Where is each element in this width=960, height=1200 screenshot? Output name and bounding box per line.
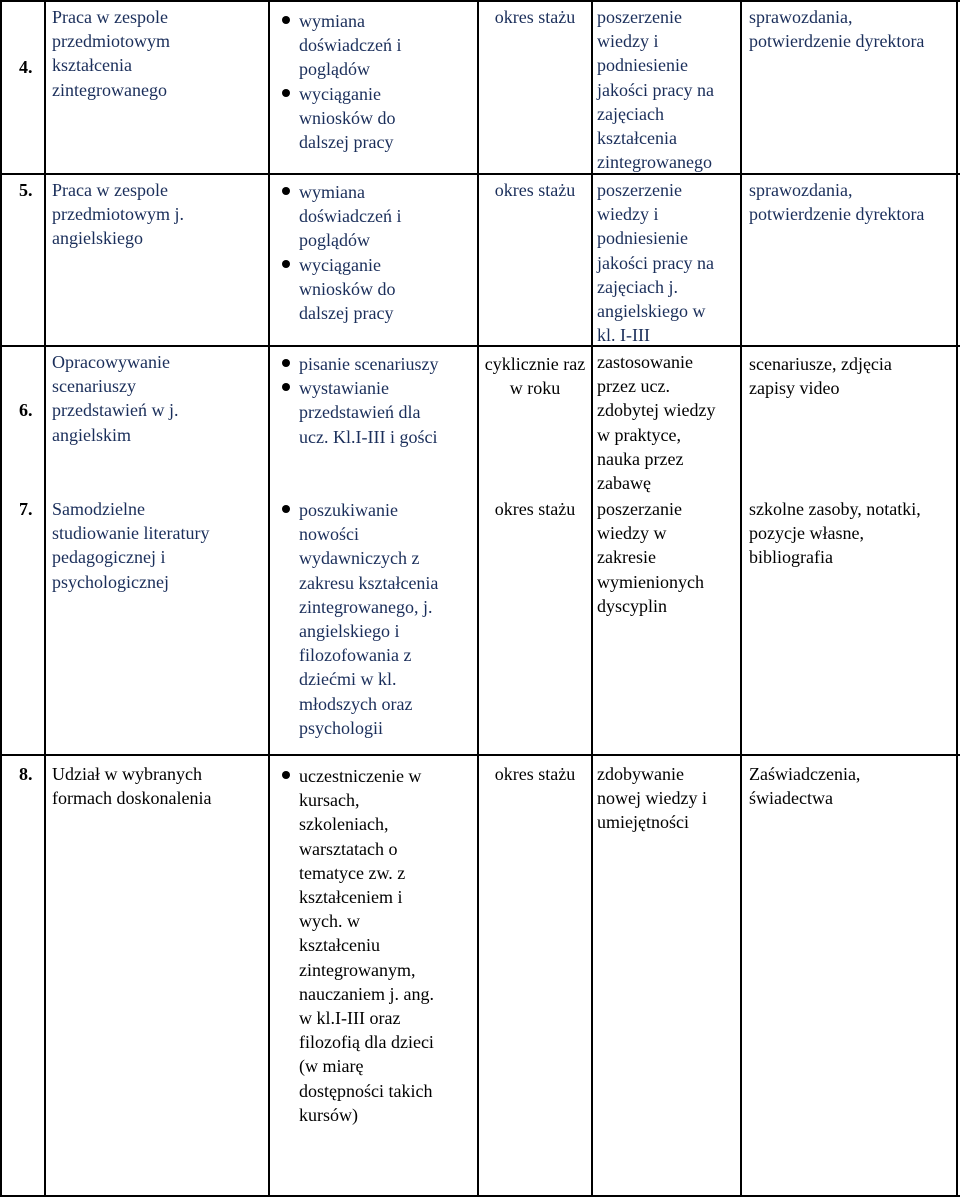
text-line: w praktyce,	[597, 424, 681, 445]
expected-effect	[597, 350, 715, 495]
text-line: doświadczeń i	[299, 206, 402, 227]
text-line: przedstawień dla	[299, 402, 421, 423]
text-line: kursów)	[299, 1104, 358, 1125]
text-line: zapisy video	[749, 378, 840, 399]
time-period	[479, 762, 591, 786]
text-line: kl. I-III	[597, 325, 650, 346]
row-number: 4.	[19, 57, 33, 77]
text-line: zintegrowanego	[52, 79, 167, 100]
text-line: nauczaniem j. ang.	[299, 983, 434, 1004]
forms-list	[279, 9, 401, 154]
text-line: kształceniem i	[299, 887, 403, 908]
text-line: zakresie	[597, 547, 656, 568]
text-line: filozofowania z	[299, 645, 412, 666]
text-line: wydawniczych z	[299, 548, 420, 569]
text-line: nowości	[299, 524, 359, 545]
task-description	[52, 5, 170, 102]
text-line: warsztatach o	[299, 838, 398, 859]
text-line: dziećmi w kl.	[299, 669, 397, 690]
text-line: formach doskonalenia	[52, 788, 212, 809]
text-line: Samodzielne	[52, 499, 145, 519]
bullet-item	[279, 9, 401, 82]
bullet-item	[279, 498, 438, 740]
text-line: angielskim	[52, 424, 131, 445]
text-line: Zaświadczenia,	[749, 764, 861, 784]
text-line: filozofią dla dzieci	[299, 1032, 434, 1053]
expected-effect	[597, 497, 704, 618]
text-line: Udział w wybranych	[52, 764, 202, 784]
text-line: uczestniczenie w	[299, 766, 422, 786]
text-line: zajęciach j.	[597, 276, 678, 297]
row-divider	[0, 754, 960, 756]
expected-effect	[597, 178, 714, 347]
text-line: w roku	[509, 378, 561, 399]
text-line: okres stażu	[494, 764, 576, 784]
text-line: dalszej pracy	[299, 303, 394, 324]
text-line: zabawę	[597, 473, 651, 494]
evidence	[749, 352, 892, 400]
text-line: scenariuszy	[52, 376, 136, 397]
text-line: sprawozdania,	[749, 180, 853, 200]
text-line: w kl.I-III oraz	[299, 1008, 401, 1029]
evidence	[749, 762, 860, 810]
bullet-item	[279, 180, 401, 253]
column-divider	[740, 0, 742, 1197]
text-line: psychologii	[299, 717, 383, 738]
text-line: okres stażu	[494, 7, 576, 27]
time-period	[479, 352, 591, 400]
bullet-item	[279, 764, 434, 1127]
row-number: 5.	[19, 180, 33, 200]
text-line: angielskiego i	[299, 621, 400, 642]
evidence	[749, 497, 921, 570]
time-period	[479, 178, 591, 202]
text-line: wymiana	[299, 182, 365, 202]
text-line: Praca w zespole	[52, 7, 168, 27]
text-line: wych. w	[299, 911, 360, 932]
expected-effect	[597, 762, 707, 835]
text-line: kształceniu	[299, 935, 380, 956]
text-line: kursach,	[299, 790, 360, 811]
expected-effect	[597, 5, 714, 174]
text-line: zdobywanie	[597, 764, 684, 784]
text-line: wystawianie	[299, 378, 389, 399]
column-divider	[956, 0, 958, 1197]
text-line: podniesienie	[597, 55, 688, 76]
text-line: przedmiotowym	[52, 31, 170, 52]
text-line: dyscyplin	[597, 595, 667, 616]
text-line: szkolne zasoby, notatki,	[749, 499, 921, 519]
text-line: świadectwa	[749, 788, 833, 809]
text-line: poszerzenie	[597, 180, 682, 200]
text-line: poszukiwanie	[299, 500, 398, 520]
evidence	[749, 178, 924, 226]
row-number: 8.	[19, 764, 33, 784]
text-line: poszerzanie	[597, 499, 682, 519]
table-rule-top	[0, 0, 960, 2]
task-description	[52, 178, 184, 251]
forms-list	[279, 352, 438, 449]
text-line: wymienionych	[597, 571, 704, 592]
text-line: wiedzy i	[597, 204, 659, 225]
task-description	[52, 762, 211, 810]
time-period	[479, 497, 591, 521]
text-line: wymiana	[299, 11, 365, 31]
text-line: wniosków do	[299, 278, 396, 299]
text-line: wyciąganie	[299, 83, 381, 104]
text-line: podniesienie	[597, 228, 688, 249]
text-line: szkoleniach,	[299, 814, 389, 835]
row-divider	[0, 345, 960, 347]
text-line: pisanie scenariuszy	[299, 354, 439, 374]
bullet-item	[279, 376, 438, 449]
text-line: wiedzy i	[597, 31, 659, 52]
text-line: przez ucz.	[597, 376, 670, 397]
text-line: tematyce zw. z	[299, 862, 406, 883]
column-divider	[268, 0, 270, 1197]
text-line: nauka przez	[597, 448, 684, 469]
text-line: jakości pracy na	[597, 252, 714, 273]
text-line: pozycje własne,	[749, 523, 864, 544]
bullet-item	[279, 82, 401, 155]
text-line: poglądów	[299, 59, 370, 80]
text-line: umiejętności	[597, 812, 689, 833]
forms-list	[279, 498, 438, 740]
task-description	[52, 350, 178, 447]
text-line: młodszych oraz	[299, 693, 413, 714]
text-line: Opracowywanie	[52, 352, 170, 372]
text-line: wyciąganie	[299, 254, 381, 275]
text-line: psychologicznej	[52, 571, 169, 592]
text-line: wiedzy w	[597, 523, 667, 544]
text-line: zintegrowanego, j.	[299, 596, 433, 617]
time-period	[479, 5, 591, 29]
text-line: zakresu kształcenia	[299, 572, 439, 593]
table-rule-bottom	[0, 1195, 960, 1197]
forms-list	[279, 764, 434, 1127]
text-line: zintegrowanym,	[299, 959, 416, 980]
text-line: okres stażu	[494, 180, 576, 200]
text-line: wniosków do	[299, 107, 396, 128]
text-line: zajęciach	[597, 103, 664, 124]
text-line: zintegrowanego	[597, 152, 712, 173]
text-line: zastosowanie	[597, 352, 693, 372]
text-line: angielskiego w	[597, 301, 706, 322]
text-line: kształcenia	[52, 55, 132, 76]
text-line: okres stażu	[494, 499, 576, 519]
column-divider	[591, 0, 593, 1197]
text-line: doświadczeń i	[299, 35, 402, 56]
column-divider	[0, 0, 2, 1197]
text-line: ucz. Kl.I-III i gości	[299, 426, 438, 447]
text-line: potwierdzenie dyrektora	[749, 31, 925, 52]
text-line: przedstawień w j.	[52, 400, 179, 421]
text-line: scenariusze, zdjęcia	[749, 354, 892, 374]
forms-list	[279, 180, 401, 325]
text-line: przedmiotowym j.	[52, 204, 184, 225]
text-line: studiowanie literatury	[52, 523, 210, 544]
text-line: zdobytej wiedzy	[597, 400, 716, 421]
text-line: angielskiego	[52, 228, 143, 249]
text-line: kształcenia	[597, 128, 677, 149]
text-line: poszerzenie	[597, 7, 682, 27]
text-line: poglądów	[299, 230, 370, 251]
row-number: 6.	[19, 400, 33, 420]
text-line: cyklicznie raz	[484, 354, 586, 374]
text-line: Praca w zespole	[52, 180, 168, 200]
text-line: sprawozdania,	[749, 7, 853, 27]
column-divider	[44, 0, 46, 1197]
bullet-item	[279, 352, 438, 376]
evidence	[749, 5, 924, 53]
text-line: dalszej pracy	[299, 132, 394, 153]
text-line: jakości pracy na	[597, 79, 714, 100]
row-divider	[0, 173, 960, 175]
text-line: nowej wiedzy i	[597, 788, 707, 809]
text-line: pedagogicznej i	[52, 547, 166, 568]
text-line: dostępności takich	[299, 1080, 433, 1101]
text-line: bibliografia	[749, 547, 833, 568]
bullet-item	[279, 253, 401, 326]
text-line: (w miarę	[299, 1056, 364, 1077]
text-line: potwierdzenie dyrektora	[749, 204, 925, 225]
task-description	[52, 497, 209, 594]
row-number: 7.	[19, 499, 33, 519]
